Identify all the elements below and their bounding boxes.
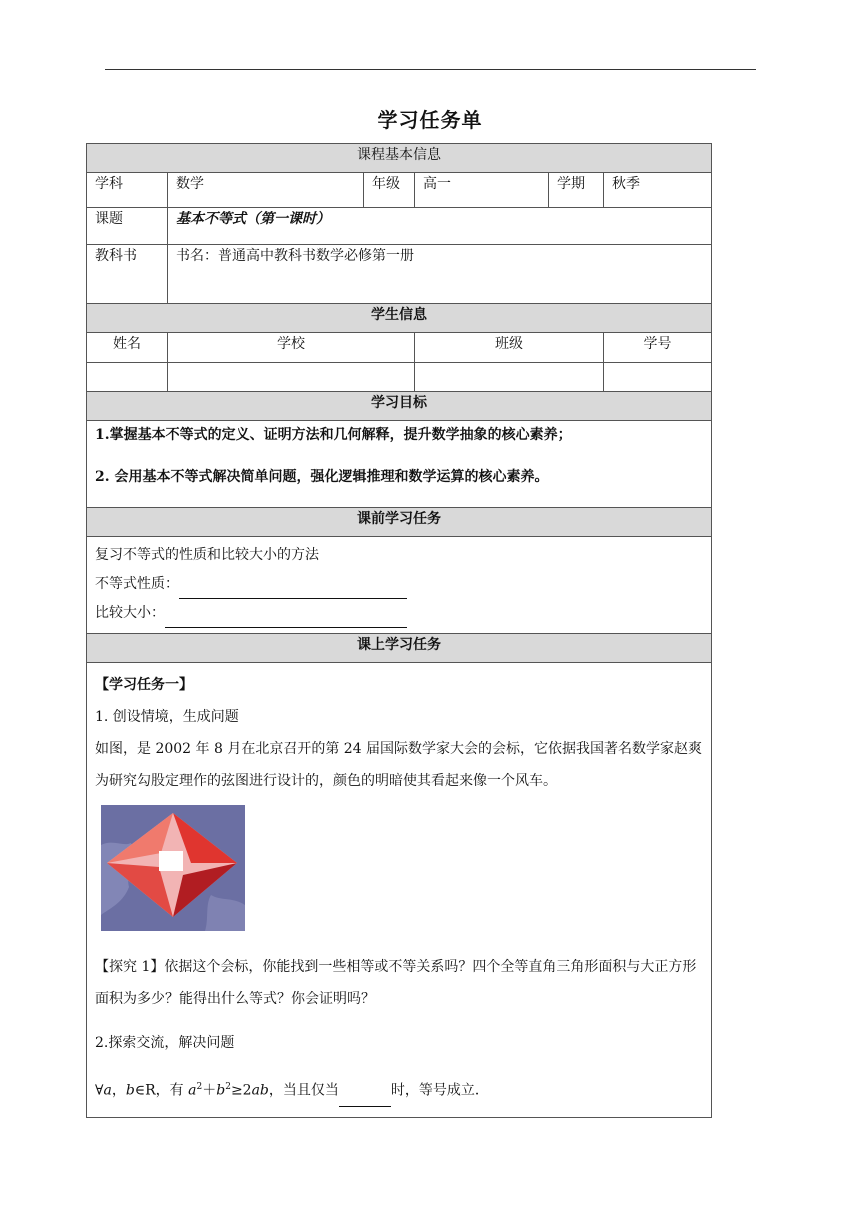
col-student-id: 学号: [604, 333, 712, 363]
school-input-cell[interactable]: [168, 363, 415, 392]
goal-item: 2. 会用基本不等式解决简单问题，强化逻辑推理和数学运算的核心素养。: [95, 469, 549, 485]
topic-label: 课题: [87, 208, 168, 245]
inequality-statement: ∀a，b∈R，有 $a^2+b^2\ge 2ab$，当且仅当 时，等号成立．: [95, 1071, 703, 1107]
property-blank[interactable]: [179, 580, 407, 599]
property-label: 不等式性质：: [95, 576, 179, 592]
student-id-input-cell[interactable]: [604, 363, 712, 392]
student-info-header: 学生信息: [87, 304, 712, 333]
goals-body: [87, 421, 712, 508]
figure-container: [99, 803, 703, 943]
pre-class-body: [87, 537, 712, 634]
step1-title: 1. 创设情境，生成问题: [95, 709, 239, 725]
grade-label: 年级: [364, 173, 415, 208]
term-value: 秋季: [604, 173, 712, 208]
subject-value: 数学: [168, 173, 364, 208]
goals-header: 学习目标: [87, 392, 712, 421]
logo-center-square: [159, 851, 183, 871]
col-name: 姓名: [87, 333, 168, 363]
equality-condition-blank[interactable]: [339, 1088, 391, 1107]
name-input-cell[interactable]: [87, 363, 168, 392]
step2-title: 2.探索交流，解决问题: [95, 1035, 235, 1051]
compare-label: 比较大小：: [95, 605, 165, 621]
task1-title: 【学习任务一】: [95, 677, 193, 693]
step1-text: 如图，是 2002 年 8 月在北京召开的第 24 届国际数学家大会的会标，它依据我国著名数学家赵爽为研究勾股定理作的弦图进行设计的，颜色的明暗使其看起来像一个风车。: [95, 741, 703, 789]
task-sheet-table: [86, 143, 712, 1118]
textbook-value: 书名：普通高中教科书数学必修第一册: [168, 245, 712, 304]
class-input-cell[interactable]: [415, 363, 604, 392]
compare-blank[interactable]: [165, 609, 407, 628]
pre-class-intro: 复习不等式的性质和比较大小的方法: [95, 547, 319, 563]
header-rule: [105, 69, 756, 70]
document-title: 学习任务单: [377, 108, 483, 132]
goal-item: 1.掌握基本不等式的定义、证明方法和几何解释，提升数学抽象的核心素养；: [95, 427, 572, 443]
in-class-header: 课上学习任务: [87, 634, 712, 663]
icm-logo-image: [101, 805, 245, 931]
topic-value: 基本不等式（第一课时）: [168, 208, 712, 245]
textbook-label: 教科书: [87, 245, 168, 304]
explore-1-text: 【探究 1】依据这个会标，你能找到一些相等或不等关系吗？四个全等直角三角形面积与大正方形面积为多少？能得出什么等式？你会证明吗？: [95, 959, 697, 1007]
term-label: 学期: [549, 173, 604, 208]
course-info-header: 课程基本信息: [87, 144, 712, 173]
col-class: 班级: [415, 333, 604, 363]
pre-class-header: 课前学习任务: [87, 508, 712, 537]
subject-label: 学科: [87, 173, 168, 208]
in-class-body: [87, 663, 712, 1118]
grade-value: 高一: [415, 173, 549, 208]
col-school: 学校: [168, 333, 415, 363]
